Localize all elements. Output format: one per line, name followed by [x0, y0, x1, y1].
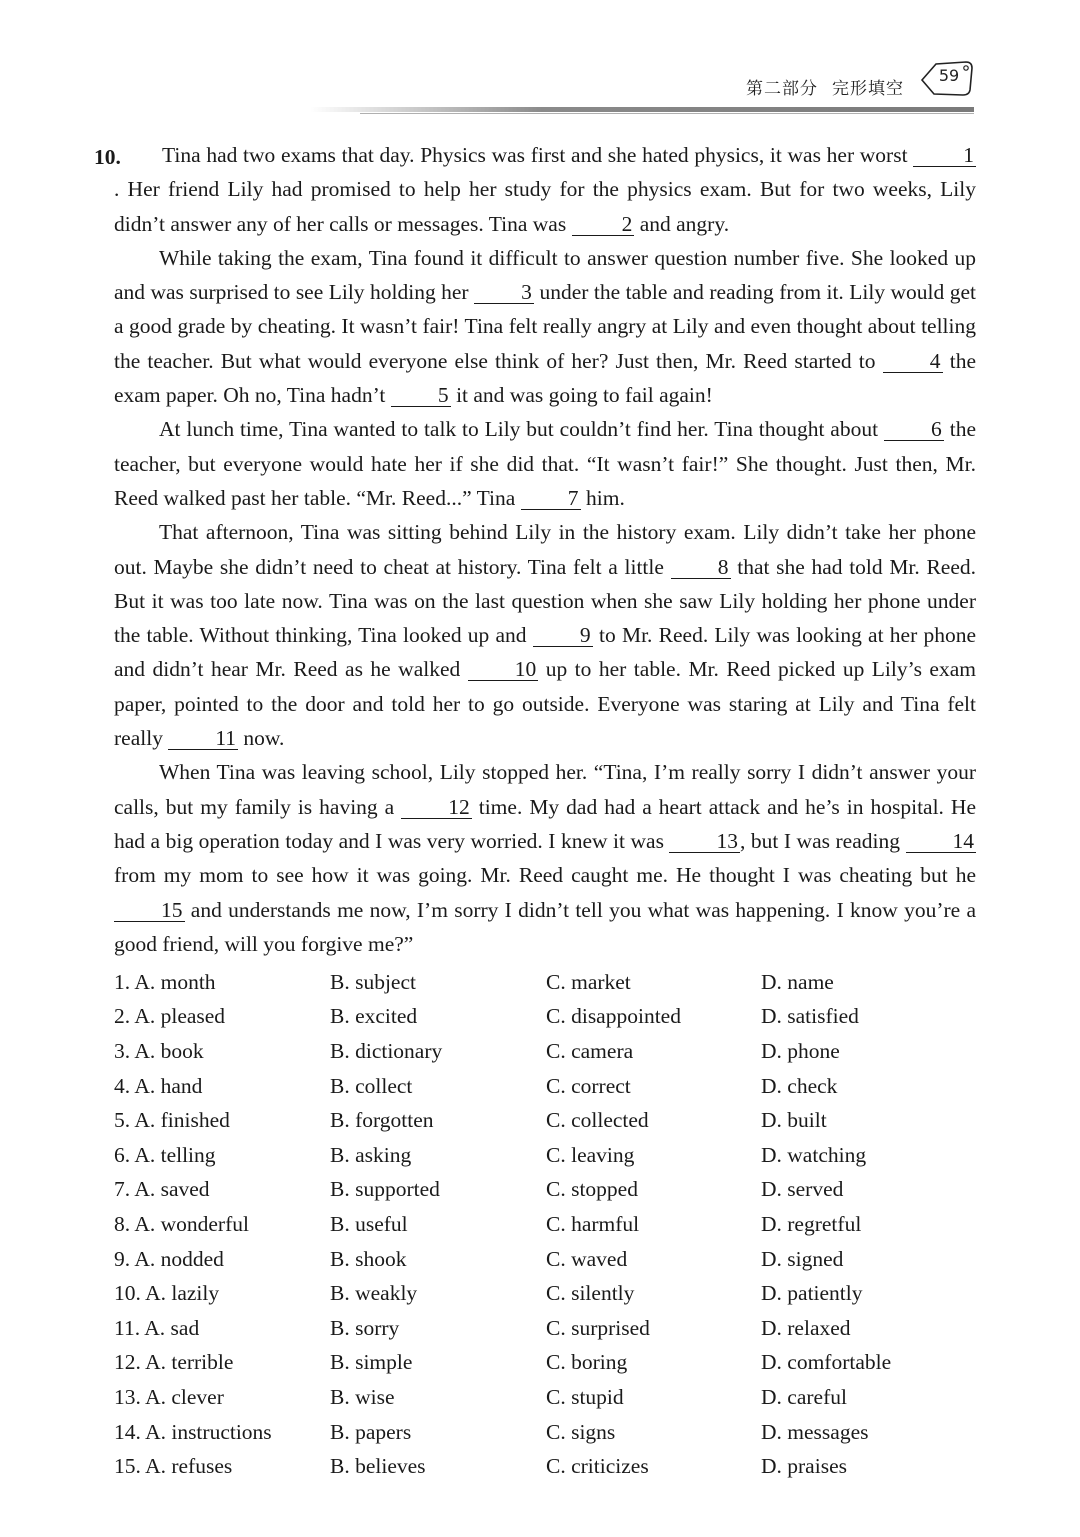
- blank-8: 8: [671, 556, 731, 579]
- blank-7: 7: [521, 487, 581, 510]
- option-3-a: 3. A. book: [114, 1038, 204, 1063]
- option-row-6: [114, 1138, 980, 1173]
- option-4-b: B. collect: [330, 1073, 413, 1098]
- cloze-passage: [94, 138, 977, 961]
- passage-text: the teacher, but everyone would hate her if she did that. “It wasn’t fair!” She thought. Just then, Mr. Reed walked past her table. “Mr. Reed...” Tina: [114, 417, 976, 510]
- option-15-a: 15. A. refuses: [114, 1454, 233, 1479]
- option-11-b: B. sorry: [330, 1315, 400, 1340]
- option-7-d: D. served: [761, 1177, 844, 1202]
- header-rule: [310, 107, 974, 112]
- blank-9: 9: [533, 624, 593, 647]
- option-8-a: 8. A. wonderful: [114, 1211, 249, 1236]
- option-4-c: C. correct: [546, 1073, 631, 1098]
- option-row-3: [114, 1034, 980, 1069]
- option-2-a: 2. A. pleased: [114, 1004, 226, 1029]
- passage-text: At lunch time, Tina wanted to talk to Lily but couldn’t find her. Tina thought about: [159, 417, 884, 442]
- option-14-d: D. messages: [761, 1419, 869, 1444]
- option-12-b: B. simple: [330, 1350, 413, 1375]
- option-5-a: 5. A. finished: [114, 1108, 230, 1133]
- passage-text: . Her friend Lily had promised to help her study for the physics exam. But for two weeks, Lily didn’t answer any of her calls or messages. Tina was: [114, 177, 976, 236]
- running-head: [746, 74, 904, 99]
- passage-text: When Tina was leaving school, Lily stopped her. “Tina, I’m really sorry I didn’t answer your calls, but my family is having a: [114, 760, 976, 819]
- option-7-c: C. stopped: [546, 1177, 638, 1202]
- option-row-1: [114, 965, 980, 1000]
- page-number: 59: [938, 66, 960, 85]
- passage-text: and angry.: [634, 211, 730, 236]
- option-13-b: B. wise: [330, 1384, 395, 1409]
- option-10-d: D. patiently: [761, 1281, 863, 1306]
- option-5-b: B. forgotten: [330, 1108, 434, 1133]
- blank-1: 1: [913, 144, 976, 167]
- option-4-d: D. check: [761, 1073, 838, 1098]
- option-1-c: C. market: [546, 969, 631, 994]
- option-3-c: C. camera: [546, 1038, 634, 1063]
- passage-text: time. My dad had a heart attack and he’s in hospital. He had a big operation today and I was very worried. I knew it was: [114, 794, 976, 853]
- passage-text: under the table and reading from it. Lily would get a good grade by cheating. It wasn’t fair! Tina felt really angry at Lily and even thought about telling the teacher. But what would everyone else think of her? Just then, Mr. Reed started to: [114, 280, 976, 373]
- option-14-b: B. papers: [330, 1419, 412, 1444]
- option-3-b: B. dictionary: [330, 1038, 443, 1063]
- option-6-b: B. asking: [330, 1142, 412, 1167]
- option-13-d: D. careful: [761, 1384, 847, 1409]
- blank-10: 10: [468, 658, 539, 681]
- option-row-14: [114, 1415, 980, 1450]
- answer-options: [114, 965, 980, 1484]
- option-2-b: B. excited: [330, 1004, 418, 1029]
- passage-text: Tina had two exams that day. Physics was first and she hated physics, it was her worst: [162, 143, 914, 167]
- option-11-c: C. surprised: [546, 1315, 650, 1340]
- option-9-c: C. waved: [546, 1246, 628, 1271]
- option-10-c: C. silently: [546, 1281, 635, 1306]
- option-12-a: 12. A. terrible: [114, 1350, 234, 1375]
- blank-6: 6: [884, 418, 944, 441]
- option-5-d: D. built: [761, 1108, 827, 1133]
- section-title: 完形填空: [832, 79, 904, 99]
- option-1-b: B. subject: [330, 969, 416, 994]
- option-9-d: D. signed: [761, 1246, 844, 1271]
- option-8-d: D. regretful: [761, 1211, 862, 1236]
- option-11-a: 11. A. sad: [114, 1315, 200, 1340]
- option-12-d: D. comfortable: [761, 1350, 892, 1375]
- passage-text: That afternoon, Tina was sitting behind Lily in the history exam. Lily didn’t take her phone out. Maybe she didn’t need to cheat at history. Tina felt a little: [114, 520, 976, 579]
- passage-paragraph: [114, 412, 976, 515]
- blank-2: 2: [572, 213, 635, 236]
- passage-text: up to her table. Mr. Reed picked up Lily’s exam paper, pointed to the door and told her to go outside. Everyone was staring at Lily and Tina felt really: [114, 657, 976, 751]
- option-9-a: 9. A. nodded: [114, 1246, 224, 1271]
- option-13-a: 13. A. clever: [114, 1384, 224, 1409]
- option-row-15: [114, 1449, 980, 1484]
- option-row-8: [114, 1207, 980, 1242]
- passage-paragraph: [114, 515, 976, 755]
- passage-text: and understands me now, I’m sorry I didn’t tell you what was happening. I know you’re a good friend, will you forgive me?”: [114, 897, 976, 956]
- blank-5: 5: [391, 384, 451, 407]
- option-7-a: 7. A. saved: [114, 1177, 210, 1202]
- option-15-c: C. criticizes: [546, 1454, 649, 1479]
- option-10-b: B. weakly: [330, 1281, 418, 1306]
- option-1-a: 1. A. month: [114, 969, 216, 994]
- option-row-10: [114, 1276, 980, 1311]
- passage-text: , but I was reading: [739, 828, 906, 853]
- option-row-13: [114, 1380, 980, 1415]
- option-row-7: [114, 1173, 980, 1208]
- option-row-4: [114, 1069, 980, 1104]
- option-13-c: C. stupid: [546, 1384, 624, 1409]
- passage-paragraph: [114, 755, 976, 961]
- passage-text: from my mom to see how it was going. Mr. Reed caught me. He thought I was cheating but he: [114, 863, 976, 888]
- option-6-c: C. leaving: [546, 1142, 635, 1167]
- option-14-c: C. signs: [546, 1419, 616, 1444]
- option-row-11: [114, 1311, 980, 1346]
- option-14-a: 14. A. instructions: [114, 1419, 272, 1444]
- blank-13: 13: [669, 830, 740, 853]
- page-header: [0, 0, 1080, 120]
- option-2-c: C. disappointed: [546, 1004, 681, 1029]
- option-4-a: 4. A. hand: [114, 1073, 203, 1098]
- header-rule-thin: [360, 113, 974, 114]
- passage-paragraph: [114, 138, 976, 241]
- blank-11: 11: [168, 727, 238, 750]
- option-15-d: D. praises: [761, 1454, 847, 1479]
- option-row-12: [114, 1346, 980, 1381]
- option-12-c: C. boring: [546, 1350, 628, 1375]
- passage-paragraph: [114, 241, 976, 412]
- passage-text: now.: [238, 726, 285, 751]
- blank-15: 15: [114, 899, 185, 922]
- section-label: 第二部分: [746, 79, 818, 99]
- blank-14: 14: [906, 830, 977, 853]
- option-15-b: B. believes: [330, 1454, 426, 1479]
- option-3-d: D. phone: [761, 1038, 840, 1063]
- option-9-b: B. shook: [330, 1246, 407, 1271]
- option-6-d: D. watching: [761, 1142, 867, 1167]
- option-1-d: D. name: [761, 969, 834, 994]
- option-7-b: B. supported: [330, 1177, 440, 1202]
- passage-text: While taking the exam, Tina found it difficult to answer question number five. She looked up and was surprised to see Lily holding her: [114, 245, 976, 305]
- question-number: 10.: [94, 145, 121, 169]
- option-11-d: D. relaxed: [761, 1315, 851, 1340]
- blank-3: 3: [474, 281, 534, 304]
- passage-text: him.: [580, 485, 625, 510]
- passage-text: to Mr. Reed. Lily was looking at her phone and didn’t hear Mr. Reed as he walked: [114, 623, 976, 682]
- option-2-d: D. satisfied: [761, 1004, 859, 1029]
- blank-4: 4: [883, 350, 943, 373]
- passage-text: the exam paper. Oh no, Tina hadn’t: [114, 348, 976, 408]
- option-8-b: B. useful: [330, 1211, 408, 1236]
- option-row-9: [114, 1242, 980, 1277]
- option-6-a: 6. A. telling: [114, 1142, 216, 1167]
- option-8-c: C. harmful: [546, 1211, 640, 1236]
- option-row-5: [114, 1103, 980, 1138]
- passage-text: that she had told Mr. Reed. But it was too late now. Tina was on the last question when she saw Lily holding her phone under the table. Without thinking, Tina looked up and: [114, 554, 977, 648]
- option-row-2: [114, 1000, 980, 1035]
- passage-text: it and was going to fail again!: [450, 383, 713, 408]
- option-10-a: 10. A. lazily: [114, 1281, 220, 1306]
- option-5-c: C. collected: [546, 1108, 649, 1133]
- blank-12: 12: [401, 796, 472, 819]
